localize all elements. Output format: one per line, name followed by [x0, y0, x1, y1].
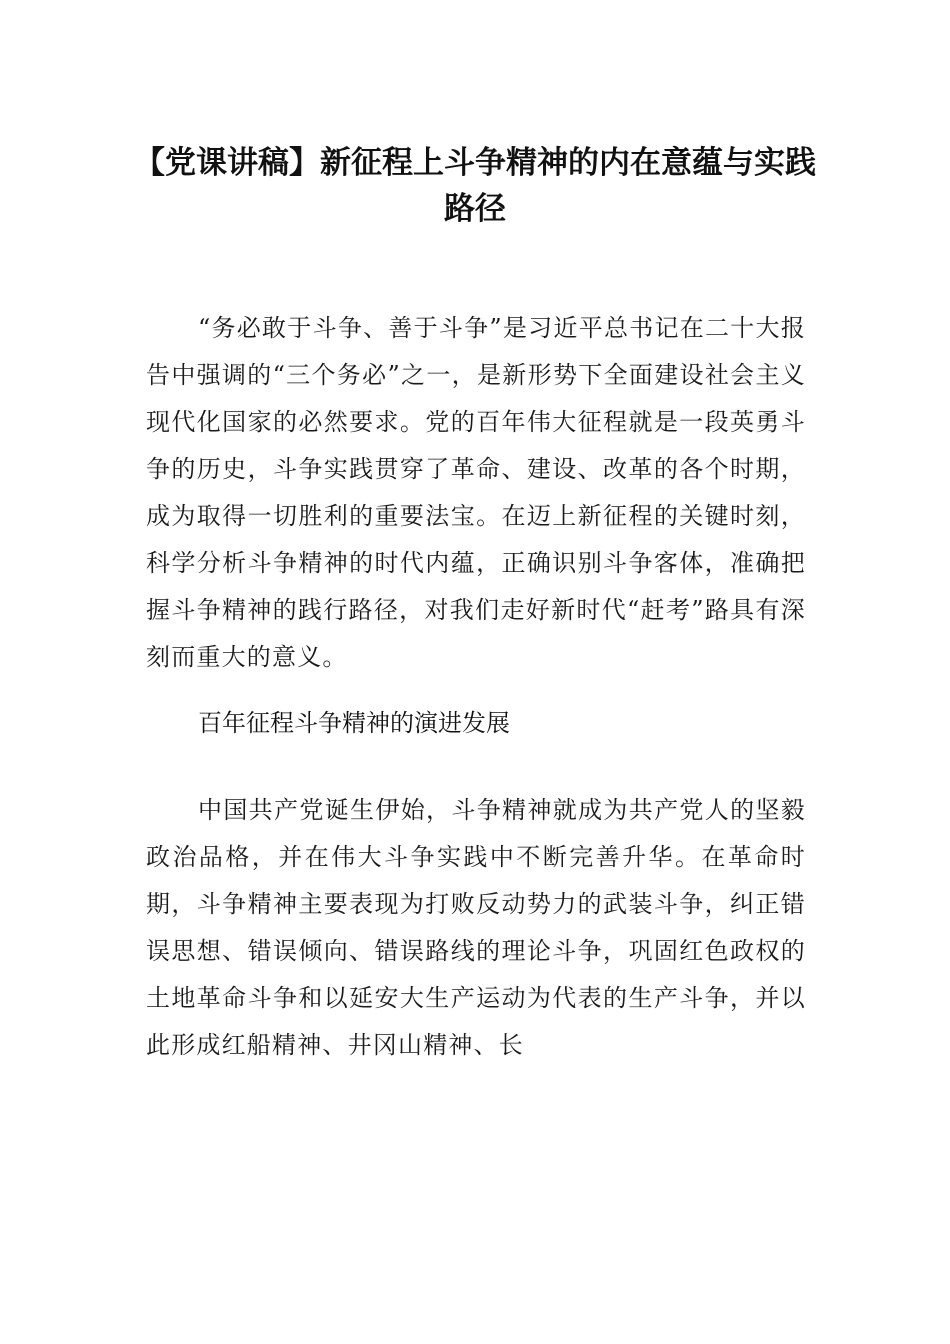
body-paragraph: 中国共产党诞生伊始，斗争精神就成为共产党人的坚毅政治品格，并在伟大斗争实践中不断完善升华。在革命时期，斗争精神主要表现为打败反动势力的武装斗争，纠正错误思想、错误倾向、错误路线的理论斗争，巩固红色政权的土地革命斗争和以延安大生产运动为代表的生产斗争，并以此形成红船精神、井冈山精神、长 [146, 796, 806, 1059]
document-title: 【党课讲稿】新征程上斗争精神的内在意蕴与实践路径 [134, 145, 816, 227]
intro-paragraph: “务必敢于斗争、善于斗争”是习近平总书记在二十大报告中强调的“三个务必”之一，是新形势下全面建设社会主义现代化国家的必然要求。党的百年伟大征程就是一段英勇斗争的历史，斗争实践贯穿了革命、建设、改革的各个时期，成为取得一切胜利的重要法宝。在迈上新征程的关键时刻，科学分析斗争精神的时代内蕴，正确识别斗争客体，准确把握斗争精神的践行路径，对我们走好新时代“赶考”路具有深刻而重大的意义。 [146, 314, 806, 671]
section-heading: 百年征程斗争精神的演进发展 [198, 709, 510, 737]
